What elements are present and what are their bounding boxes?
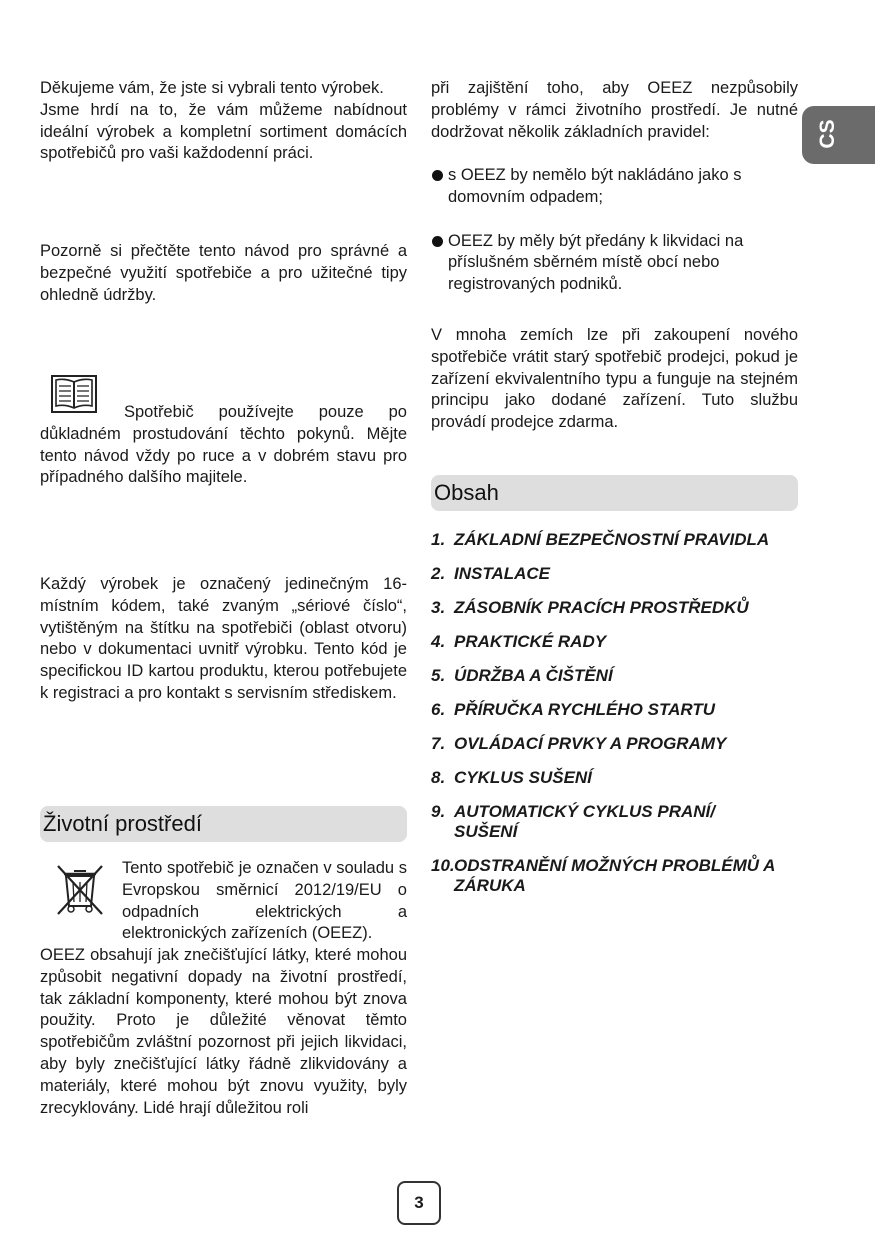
continuation-block <box>431 78 798 143</box>
use-after-reading-block <box>40 402 407 489</box>
table-of-contents <box>431 530 798 896</box>
use-after-reading-text: Spotřebič používejte pouze po důkladném prostudování těchto pokynů. Mějte tento návod vždy po ruce a v dobrém stavu pro případného dalšího majitele. <box>40 403 407 487</box>
toc-item[interactable]: 5. ÚDRŽBA A ČIŠTĚNÍ <box>431 666 613 685</box>
crossed-out-bin-icon <box>54 862 106 918</box>
toc-item[interactable]: 9. AUTOMATICKÝ CYKLUS PRANÍ/ SUŠENÍ <box>431 802 715 841</box>
toc-block <box>431 530 798 910</box>
language-code: CS <box>816 119 839 149</box>
proud-text: Jsme hrdí na to, že vám můžeme nabídnout ideální výrobek a kompletní sortiment domácích spotřebičů pro vaši každodenní práci. <box>40 100 407 163</box>
toc-item[interactable]: 1. ZÁKLADNÍ BEZPEČNOSTNÍ PRAVIDLA <box>431 530 770 549</box>
oeez-block <box>40 945 407 1119</box>
language-tab <box>802 106 875 164</box>
read-carefully-block <box>40 241 407 306</box>
weee-mark-text: Tento spotřebič je označen v souladu s Evropskou směrnicí 2012/19/EU o odpadních elektrických a elektronických zařízeních (OEEZ). <box>122 859 407 943</box>
toc-item[interactable]: 7. OVLÁDACÍ PRVKY A PROGRAMY <box>431 734 727 753</box>
toc-item[interactable]: 4. PRAKTICKÉ RADY <box>431 632 607 651</box>
weee-mark-block <box>122 858 407 945</box>
return-old-text: V mnoha zemích lze při zakoupení nového spotřebiče vrátit starý spotřebič prodejci, pokud je zařízení ekvivalentního typu a funguje na stejném principu jako dodané zařízení. Tuto službu provádí prodejce zdarma. <box>431 326 798 432</box>
serial-code-text: Každý výrobek je označený jedinečným 16-místním kódem, také zvaným „sériové číslo“, vytištěným na štítku na spotřebiči (oblast otvoru) nebo v dokumentaci uvnitř výrobku. Tento kód je specifickou ID kartou produktu, kterou potřebujete k registraci a pro kontakt s servisním střediskem. <box>40 575 407 702</box>
contents-section <box>431 475 798 511</box>
toc-item[interactable]: 6. PŘÍRUČKA RYCHLÉHO STARTU <box>431 700 715 719</box>
thanks-text: Děkujeme vám, že jste si vybrali tento výrobek. <box>40 79 384 97</box>
continuation-text: při zajištění toho, aby OEEZ nezpůsobily problémy v rámci životního prostředí. Je nutné dodržovat několik základních pravidel: <box>431 79 798 141</box>
toc-item[interactable]: 10. ODSTRANĚNÍ MOŽNÝCH PROBLÉMŮ A ZÁRUKA <box>431 856 775 895</box>
contents-heading: Obsah <box>431 475 798 511</box>
environment-heading: Životní prostředí <box>40 806 407 842</box>
toc-item[interactable]: 3. ZÁSOBNÍK PRACÍCH PROSTŘEDKŮ <box>431 598 749 617</box>
rules-block <box>431 165 798 296</box>
toc-item[interactable]: 2. INSTALACE <box>431 564 551 583</box>
page-number: 3 <box>397 1181 441 1225</box>
read-carefully-text: Pozorně si přečtěte tento návod pro správné a bezpečné využití spotřebiče a pro užitečné tipy ohledně údržby. <box>40 242 407 304</box>
environment-section <box>40 806 407 842</box>
intro-block <box>40 78 407 165</box>
list-item: OEEZ by měly být předány k likvidaci na příslušném sběrném místě obcí nebo registrovaných podniků. <box>431 231 798 296</box>
return-old-block <box>431 325 798 434</box>
oeez-text: OEEZ obsahují jak znečišťující látky, které mohou způsobit negativní dopady na životní prostředí, tak základní komponenty, které mohou být znova použity. Proto je důležité věnovat těmto spotřebičům zvláštní pozornost při jejich likvidaci, aby byly znečišťující látky řádně zlikvidovány a materiály, které mohou být znovu využity, byly zrecyklovány. Lidé hrají důležitou roli <box>40 946 407 1117</box>
toc-item[interactable]: 8. CYKLUS SUŠENÍ <box>431 768 592 787</box>
list-item: s OEEZ by nemělo být nakládáno jako s domovním odpadem; <box>431 165 798 209</box>
rules-list <box>431 165 798 296</box>
serial-code-block <box>40 574 407 705</box>
